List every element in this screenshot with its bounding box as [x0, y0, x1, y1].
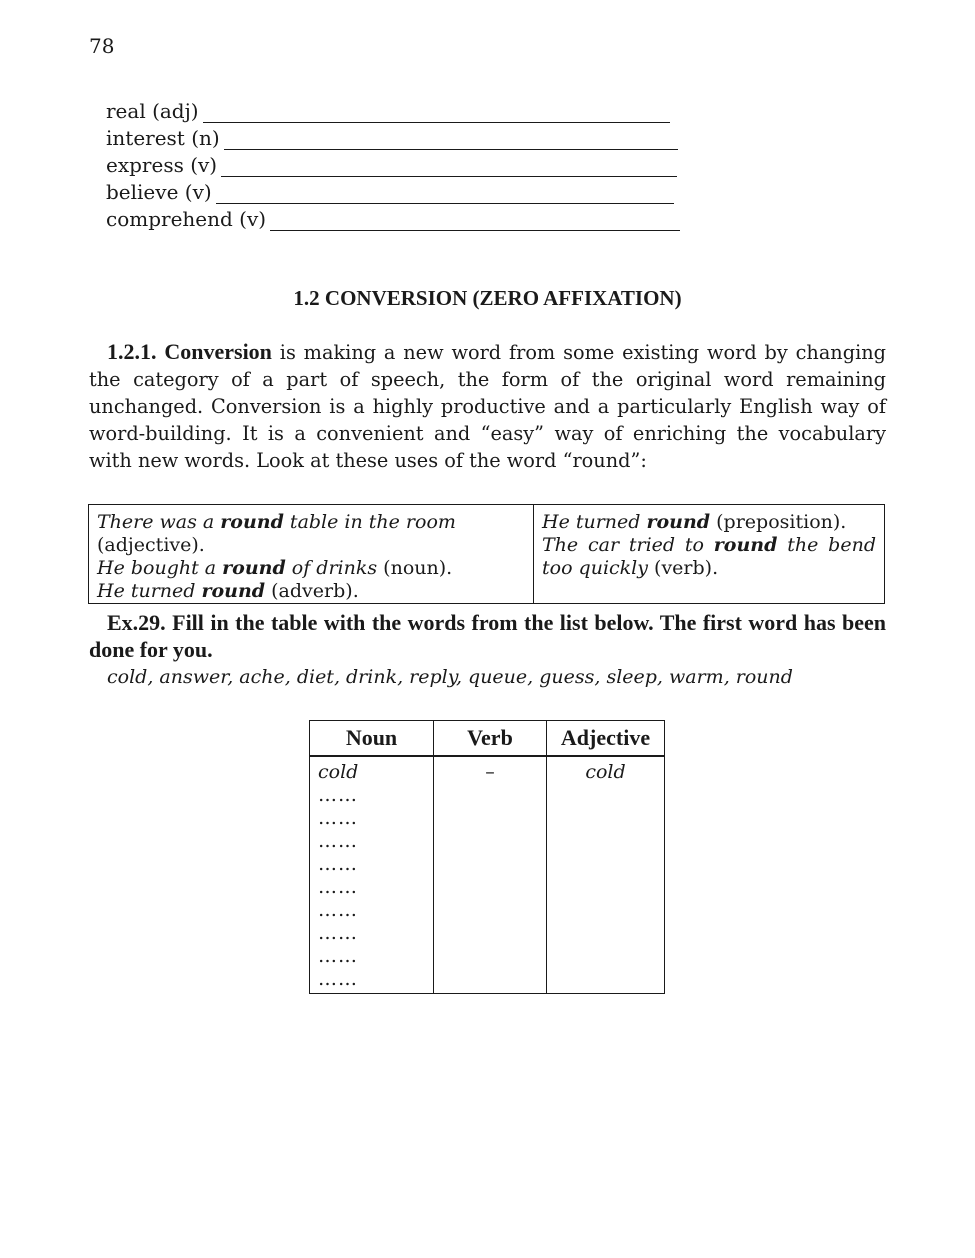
dotted-blank[interactable]: ……: [318, 922, 358, 944]
noun-column[interactable]: [310, 756, 434, 994]
section-heading: [0, 286, 975, 311]
examples-right-cell: [534, 505, 885, 604]
dotted-blank[interactable]: ……: [318, 876, 358, 898]
blank-line[interactable]: [224, 131, 678, 150]
paragraph-text: is making a new word from some existing word by changing the category of a part of speech, the form of the original word remaining unchanged. Conversion is a highly productive and a particularly English way of word-building. It is a convenient and “easy” way of enriching the vocabulary with new words. Look at these uses of the word “round”:: [89, 341, 886, 472]
dotted-blank[interactable]: ……: [318, 807, 358, 829]
blank-line[interactable]: [203, 104, 670, 123]
section-heading-text: 1.2 CONVERSION (ZERO AFFIXATION): [293, 286, 682, 310]
fill-line-label: real (adj): [106, 99, 199, 123]
examples-left-cell: [89, 505, 534, 604]
examples-table: [88, 504, 885, 604]
blank-line[interactable]: [216, 185, 674, 204]
example-line: He turned round (preposition).: [542, 511, 847, 533]
fill-line: [106, 204, 680, 231]
dotted-blank[interactable]: ……: [318, 945, 358, 967]
fill-line: [106, 96, 680, 123]
table-cell: –: [485, 761, 495, 783]
fill-line-label: interest (n): [106, 126, 220, 150]
word-list: cold, answer, ache, diet, drink, reply, queue, guess, sleep, warm, round: [107, 666, 793, 688]
page-number: 78: [89, 34, 115, 58]
body-paragraph: [89, 338, 886, 474]
example-line: He bought a round of drinks (noun).: [97, 557, 453, 579]
fill-line: [106, 123, 680, 150]
example-line: He turned round (adverb).: [97, 580, 359, 602]
dotted-blank[interactable]: ……: [318, 830, 358, 852]
paragraph-number: 1.2.1.: [107, 339, 157, 364]
dotted-blank[interactable]: ……: [318, 899, 358, 921]
example-line: The car tried to round the bend too quickly (verb).: [542, 534, 876, 579]
verb-column[interactable]: [434, 756, 547, 994]
fill-line-label: express (v): [106, 153, 218, 177]
table-header-row: [310, 721, 665, 757]
adjective-column[interactable]: [547, 756, 665, 994]
fill-line: [106, 177, 680, 204]
dotted-blank[interactable]: ……: [318, 853, 358, 875]
fill-line-label: believe (v): [106, 180, 212, 204]
exercise-table: [309, 720, 665, 994]
table-cell: cold: [318, 761, 359, 783]
header-verb: Verb: [434, 721, 547, 757]
blank-line[interactable]: [221, 158, 677, 177]
header-adjective: Adjective: [547, 721, 665, 757]
exercise-heading: Ex.29. Fill in the table with the words from the list below. The first word has been done for you.: [89, 610, 886, 662]
paragraph-term: Conversion: [164, 339, 272, 364]
dotted-blank[interactable]: ……: [318, 784, 358, 806]
table-body-row: [310, 756, 665, 994]
header-noun: Noun: [310, 721, 434, 757]
table-cell: cold: [585, 761, 626, 783]
fill-line-label: comprehend (v): [106, 207, 267, 231]
dotted-blank[interactable]: ……: [318, 968, 358, 990]
fill-in-lines: [106, 96, 680, 231]
fill-line: [106, 150, 680, 177]
example-line: There was a round table in the room (adjective).: [97, 511, 456, 556]
blank-line[interactable]: [270, 212, 680, 231]
